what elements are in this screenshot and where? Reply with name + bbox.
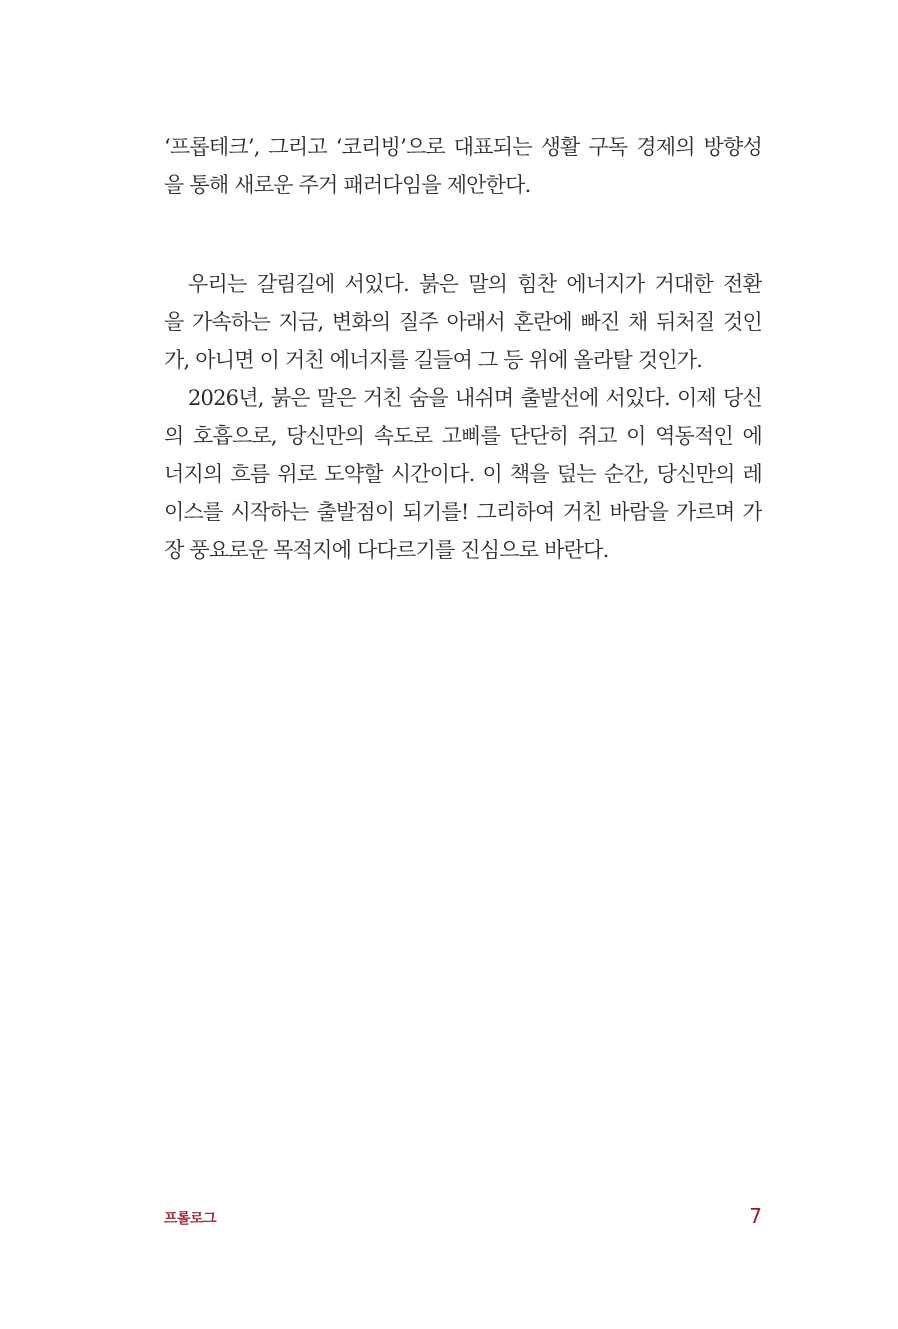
text-line: 을 통해 새로운 주거 패러다임을 제안한다. — [164, 173, 531, 197]
text-line: 이스를 시작하는 출발점이 되기를! 그리하여 거친 바람을 가르며 가 — [164, 500, 762, 524]
text-line: 가, 아니면 이 거친 에너지를 길들여 그 등 위에 올라탈 것인가. — [164, 348, 703, 372]
body-paragraphs — [164, 265, 762, 569]
paragraph-3 — [164, 379, 762, 569]
text-line: 을 가속하는 지금, 변화의 질주 아래서 혼란에 빠진 채 뒤처질 것인 — [164, 310, 762, 334]
text-line: 너지의 흐름 위로 도약할 시간이다. 이 책을 덮는 순간, 당신만의 레 — [164, 462, 762, 486]
text-line: 2026년, 붉은 말은 거친 숨을 내쉬며 출발선에 서있다. 이제 당신 — [188, 386, 762, 410]
text-line: 우리는 갈림길에 서있다. 붉은 말의 힘찬 에너지가 거대한 전환 — [188, 272, 762, 296]
paragraph-1 — [164, 128, 762, 204]
text-line: 의 호흡으로, 당신만의 속도로 고삐를 단단히 쥐고 이 역동적인 에 — [164, 424, 762, 448]
text-line: ‘프롭테크’, 그리고 ‘코리빙’으로 대표되는 생활 구독 경제의 방향성 — [164, 135, 762, 159]
paragraph-2 — [164, 265, 762, 379]
text-line: 장 풍요로운 목적지에 다다르기를 진심으로 바란다. — [164, 538, 609, 562]
page-number: 7 — [749, 1204, 762, 1228]
running-footer-section-label: 프롤로그 — [164, 1211, 217, 1227]
